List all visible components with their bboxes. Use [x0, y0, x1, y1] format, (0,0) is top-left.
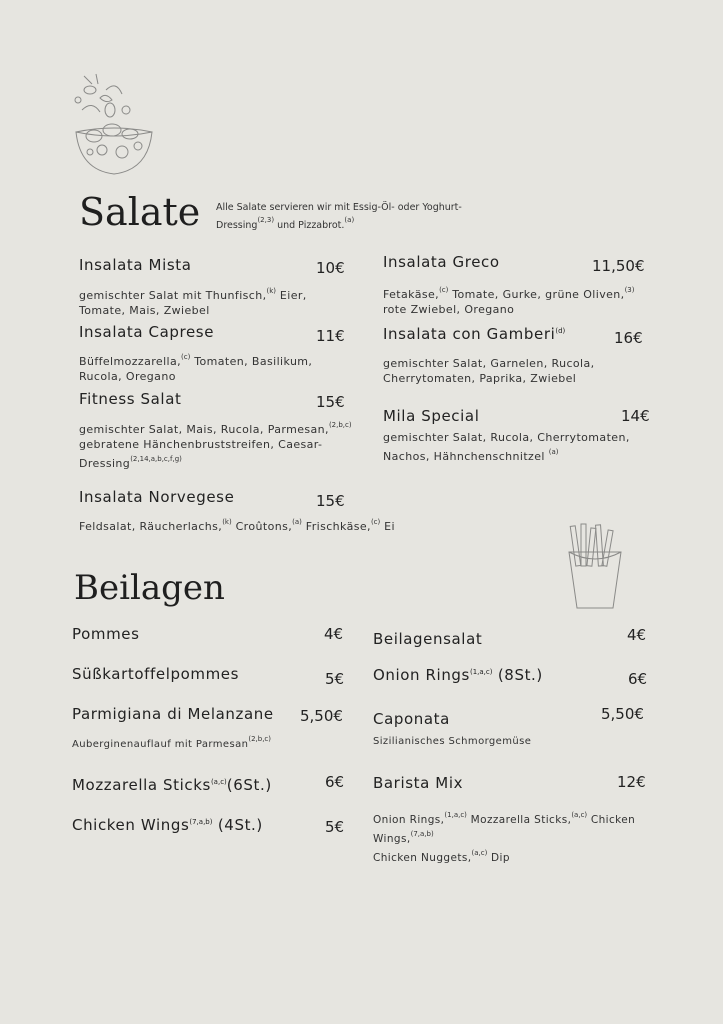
dish-beilagensalat: Beilagensalat: [373, 630, 483, 648]
salad-bowl-icon: [70, 70, 160, 180]
desc-fitness-salat: gemischter Salat, Mais, Rucola, Parmesan,$^{(2,b,c)}$ gebratene Hänchenbruststreifen, Caesar-Dressing$^{(2,14,a,b,c,f,g)}$: [79, 421, 352, 470]
dish-fitness-salat: Fitness Salat: [79, 390, 182, 408]
price-caponata: 5,50€: [601, 705, 644, 723]
dish-mila-special: Mila Special: [383, 407, 480, 425]
desc-insalata-caprese: Büffelmozzarella,$^{(c)}$ Tomaten, Basilikum, Rucola, Oregano: [79, 353, 313, 383]
desc-caponata: Sizilianisches Schmorgemüse: [373, 736, 532, 747]
price-pommes: 4€: [324, 625, 344, 643]
desc-insalata-greco: Fetakäse,$^{(c)}$ Tomate, Gurke, grüne Oliven,$^{(3)}$ rote Zwiebel, Oregano: [383, 286, 635, 316]
desc-insalata-con-gamberi: gemischter Salat, Garnelen, Rucola, Cherrytomaten, Paprika, Zwiebel: [383, 357, 595, 385]
dish-insalata-caprese: Insalata Caprese: [79, 323, 215, 341]
section-title-salate: Salate: [79, 190, 201, 234]
price-suesskartoffelpommes: 5€: [325, 670, 345, 688]
salate-note-sup1: (2,3): [257, 216, 275, 224]
dish-insalata-mista: Insalata Mista: [79, 256, 192, 274]
dish-onion-rings: Onion Rings$^{(1,a,c)}$ (8St.): [373, 666, 543, 684]
salate-note-sup2: (a): [344, 216, 355, 224]
price-insalata-caprese: 11€: [316, 327, 345, 345]
dish-insalata-con-gamberi: Insalata con Gamberi$^{(d)}$: [383, 325, 566, 343]
dish-parmigiana: Parmigiana di Melanzane: [72, 705, 274, 723]
price-onion-rings: 6€: [628, 670, 648, 688]
desc-insalata-norvegese: Feldsalat, Räucherlachs,$^{(k)}$ Croûtons,$^{(a)}$ Frischkäse,$^{(c)}$ Ei: [79, 518, 395, 533]
price-parmigiana: 5,50€: [300, 707, 343, 725]
salate-note-line2: Dressing: [216, 220, 258, 231]
dish-chicken-wings: Chicken Wings$^{(7,a,b)}$ (4St.): [72, 816, 263, 834]
dish-insalata-norvegese: Insalata Norvegese: [79, 488, 235, 506]
price-mila-special: 14€: [621, 407, 650, 425]
dish-caponata: Caponata: [373, 710, 450, 728]
salate-note: [216, 201, 486, 232]
price-insalata-norvegese: 15€: [316, 492, 345, 510]
section-title-beilagen: Beilagen: [74, 568, 225, 608]
desc-parmigiana: Auberginenauflauf mit Parmesan$^{(2,b,c)}$: [72, 735, 272, 750]
price-insalata-con-gamberi: 16€: [614, 329, 643, 347]
price-barista-mix: 12€: [617, 773, 646, 791]
fries-icon: [565, 522, 625, 612]
dish-pommes: Pommes: [72, 625, 140, 643]
desc-insalata-mista: gemischter Salat mit Thunfisch,$^{(k)}$ Eier, Tomate, Mais, Zwiebel: [79, 287, 307, 317]
salate-note-line1: Alle Salate servieren wir mit Essig-Öl- oder Yoghurt-: [216, 202, 462, 213]
dish-insalata-greco: Insalata Greco: [383, 253, 500, 271]
dish-barista-mix: Barista Mix: [373, 774, 464, 792]
price-beilagensalat: 4€: [627, 626, 647, 644]
price-insalata-greco: 11,50€: [592, 257, 645, 275]
price-chicken-wings: 5€: [325, 818, 345, 836]
desc-barista-mix: Onion Rings,$^{(1,a,c)}$ Mozzarella Sticks,$^{(a,c)}$ Chicken Wings,$^{(7,a,b)}$ Chicken Nuggets,$^{(a,c)}$ Dip: [373, 811, 636, 864]
desc-mila-special: gemischter Salat, Rucola, Cherrytomaten, Nachos, Hähnchenschnitzel $^{(a)}$: [383, 431, 630, 463]
price-mozzarella-sticks: 6€: [325, 773, 345, 791]
price-insalata-mista: 10€: [316, 259, 345, 277]
dish-mozzarella-sticks: Mozzarella Sticks$^{(a,c)}$(6St.): [72, 776, 272, 794]
dish-suesskartoffelpommes: Süßkartoffelpommes: [72, 665, 240, 683]
salate-note-line2b: und Pizzabrot.: [274, 220, 345, 231]
price-fitness-salat: 15€: [316, 393, 345, 411]
